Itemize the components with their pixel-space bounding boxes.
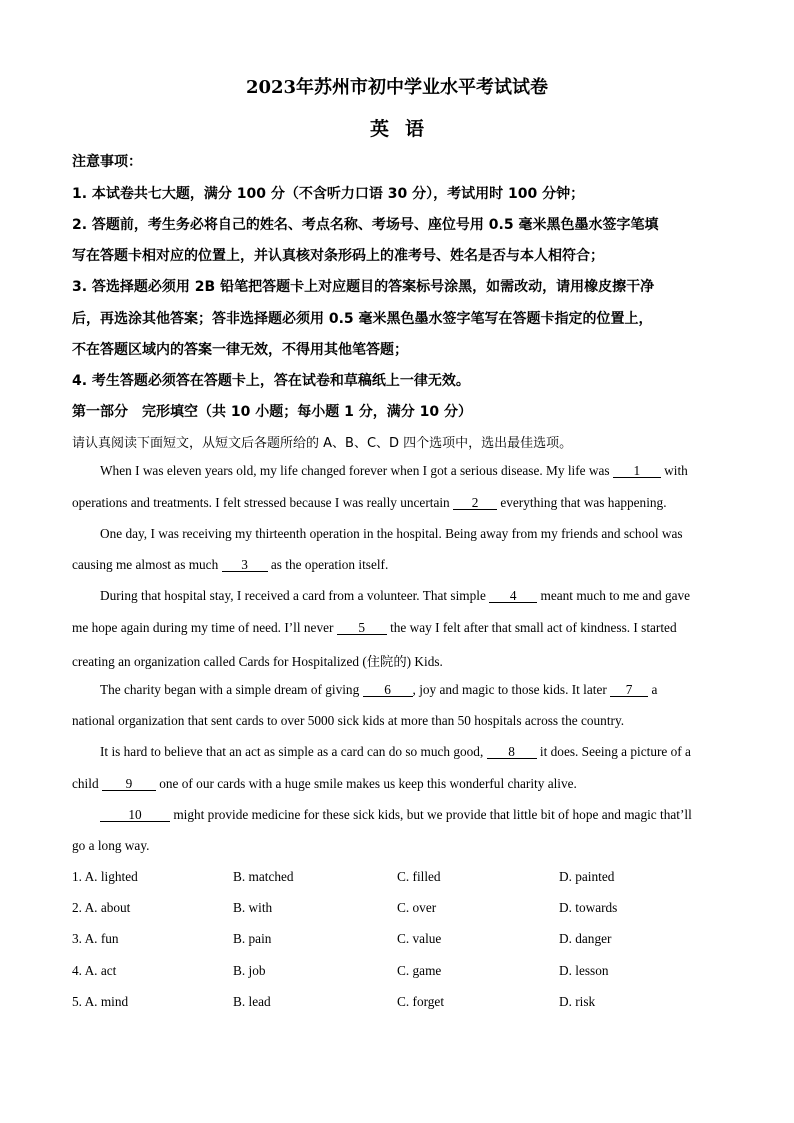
option-a[interactable]: 3. A. fun [72,931,119,946]
section-instruction: 请认真阅读下面短文，从短文后各题所给的 A、B、C、D 四个选项中，选出最佳选项。 [72,436,573,451]
passage-text: It is hard to believe that an act as simple as a card can do so much good, [100,744,487,759]
option-d[interactable]: D. towards [559,900,618,915]
passage-line [72,557,722,573]
option-c[interactable]: C. game [397,963,442,978]
blank-4[interactable]: 4 [489,589,537,603]
exam-title: 2023年苏州市初中学业水平考试试卷 [245,77,549,98]
passage-text: one of our cards with a huge smile makes us keep this wonderful charity alive. [155,776,577,791]
subject-title: 英语 [369,118,440,140]
option-a[interactable]: 1. A. lighted [72,869,138,884]
option-c[interactable]: C. value [397,931,442,946]
option-c[interactable]: C. over [397,900,437,915]
passage-text: The charity began with a simple dream of giving [100,682,363,697]
passage-text: with [660,463,688,478]
option-b[interactable]: B. job [233,963,266,978]
notice-line: 1. 本试卷共七大题，满分 100 分（不含听力口语 30 分），考试用时 100 分钟； [72,186,585,202]
blank-1[interactable]: 1 [613,464,661,478]
passage-text: might provide medicine for these sick kids, but we provide that little bit of hope and magic that’ll [170,807,692,822]
option-d[interactable]: D. danger [559,931,612,946]
passage-text: me hope again during my time of need. I’ll never [72,620,337,635]
blank-6[interactable]: 6 [363,683,413,697]
passage-text: During that hospital stay, I received a card from a volunteer. That simple [100,588,490,603]
notice-line: 写在答题卡相对应的位置上，并认真核对条形码上的准考号、姓名是否与本人相符合； [72,248,604,264]
option-row [72,963,722,981]
passage-text: it does. Seeing a picture of a [536,744,691,759]
passage-text: , joy and magic to those kids. It later [412,682,611,697]
passage-text: meant much to me and gave [537,588,691,603]
blank-8[interactable]: 8 [487,745,537,759]
option-row [72,931,722,949]
option-d[interactable]: D. risk [559,994,596,1009]
passage-line: creating an organization called Cards for Hospitalized (住院的) Kids. [72,654,443,669]
option-row [72,869,722,887]
option-row [72,994,722,1012]
notice-line: 不在答题区域内的答案一律无效，不得用其他笔答题； [72,342,408,358]
passage-text: a [648,682,658,697]
passage-text: the way I felt after that small act of kindness. I started [386,620,677,635]
blank-9[interactable]: 9 [102,777,156,791]
notice-line: 4. 考生答题必须答在答题卡上，答在试卷和草稿纸上一律无效。 [72,373,470,389]
option-b[interactable]: B. lead [233,994,271,1009]
passage-text: everything that was happening. [497,495,667,510]
blank-7[interactable]: 7 [610,683,648,697]
passage-text: causing me almost as much [72,557,222,572]
passage-line: go a long way. [72,838,150,853]
passage-line [100,744,750,760]
option-c[interactable]: C. forget [397,994,445,1009]
option-a[interactable]: 4. A. act [72,963,117,978]
passage-line [100,807,750,823]
option-b[interactable]: B. pain [233,931,272,946]
passage-text: child [72,776,102,791]
passage-line [100,588,750,604]
passage-line: One day, I was receiving my thirteenth operation in the hospital. Being away from my friends and school was [100,526,683,541]
option-a[interactable]: 2. A. about [72,900,131,915]
passage-line [72,776,722,792]
passage-line [72,620,722,636]
passage-text: When I was eleven years old, my life changed forever when I got a serious disease. My life was [100,463,613,478]
option-b[interactable]: B. with [233,900,273,915]
option-d[interactable]: D. lesson [559,963,609,978]
notice-line: 2. 答题前，考生务必将自己的姓名、考点名称、考场号、座位号用 0.5 毫米黑色墨水签字笔填 [72,217,659,233]
passage-line: national organization that sent cards to over 5000 sick kids at more than 50 hospitals across the country. [72,713,625,728]
section-heading: 第一部分 完形填空（共 10 小题；每小题 1 分，满分 10 分） [72,404,472,420]
blank-10[interactable]: 10 [100,808,170,822]
option-c[interactable]: C. filled [397,869,441,884]
passage-text: operations and treatments. I felt stressed because I was really uncertain [72,495,454,510]
blank-2[interactable]: 2 [453,496,497,510]
passage-line [72,495,722,511]
option-d[interactable]: D. painted [559,869,615,884]
option-row [72,900,722,918]
passage-text: as the operation itself. [267,557,389,572]
passage-line [100,682,750,698]
blank-3[interactable]: 3 [222,558,268,572]
passage-line [100,463,750,479]
option-a[interactable]: 5. A. mind [72,994,129,1009]
notice-line: 后，再选涂其他答案；答非选择题必须用 0.5 毫米黑色墨水签字笔写在答题卡指定的位置上， [72,311,653,327]
option-b[interactable]: B. matched [233,869,294,884]
blank-5[interactable]: 5 [337,621,387,635]
notice-heading: 注意事项： [72,154,142,170]
notice-line: 3. 答选择题必须用 2B 铅笔把答题卡上对应题目的答案标号涂黑，如需改动，请用橡皮擦干净 [72,279,655,295]
